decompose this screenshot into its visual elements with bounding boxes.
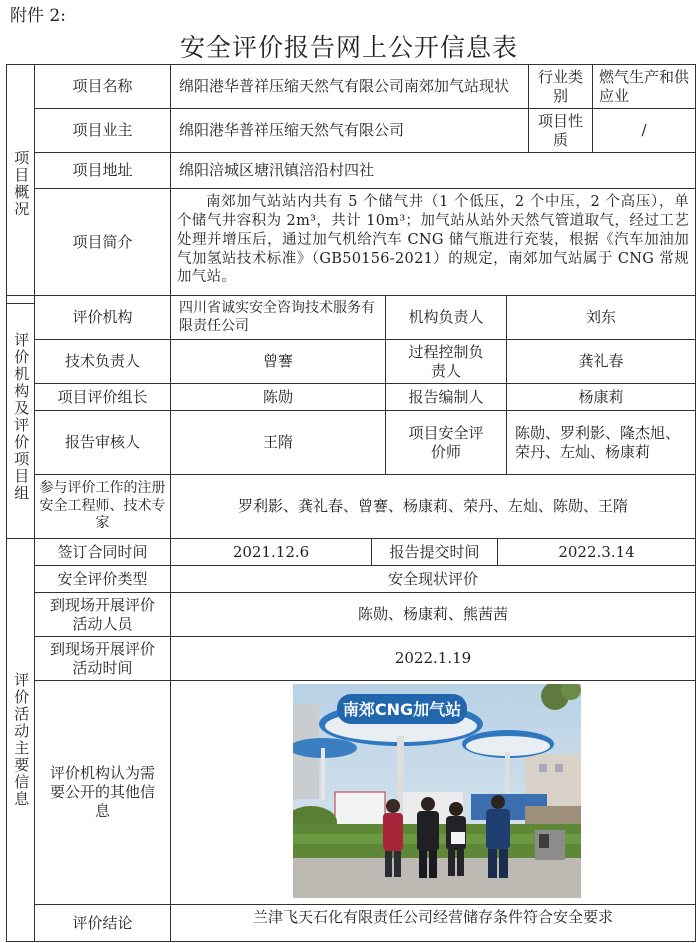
report-writer-value: 杨康莉 bbox=[506, 383, 696, 411]
site-staff-value: 陈勋、杨康莉、熊茜茜 bbox=[170, 592, 696, 637]
project-name-value: 绵阳港华普祥压缩天然气有限公司南郊加气站现状 bbox=[170, 64, 529, 109]
station-sign: 南郊CNG加气站 bbox=[342, 700, 462, 719]
site-staff-label: 到现场开展评价活动人员 bbox=[34, 592, 171, 637]
contract-date-label: 签订合同时间 bbox=[34, 538, 171, 566]
safety-assessor-value: 陈勋、罗利影、隆杰旭、荣丹、左灿、杨康莉 bbox=[506, 410, 696, 475]
org-label: 评价机构 bbox=[34, 295, 171, 340]
team-leader-value: 陈勋 bbox=[170, 383, 386, 411]
industry-label: 行业类别 bbox=[528, 64, 593, 109]
org-head-value: 刘东 bbox=[506, 295, 696, 340]
site-time-label: 到现场开展评价活动时间 bbox=[34, 636, 171, 681]
members-label: 参与评价工作的注册安全工程师、技术专家 bbox=[34, 474, 171, 539]
section-team: 评价机构及评价项目组 bbox=[6, 295, 35, 539]
project-address-value: 绵阳涪城区塘汛镇涪沿村四社 bbox=[170, 152, 696, 189]
project-intro-value: 南郊加气站站内共有 5 个储气井（1 个低压，2 个中压，2 个高压），单个储气井容积为 2m³，共计 10m³；加气站从站外天然气管道取气，经过工艺处理并增压后，通过加气机给汽车 CNG 储气瓶进行充装，根据《汽车加油加气加氢站技术标准》（GB50156-2021）的规定，南郊加气站属于 CNG 常规加气站。 bbox=[170, 188, 696, 296]
project-owner-value: 绵阳港华普祥压缩天然气有限公司 bbox=[170, 108, 529, 153]
site-time-value: 2022.1.19 bbox=[170, 636, 696, 681]
tech-head-label: 技术负责人 bbox=[34, 339, 171, 384]
process-control-value: 龚礼春 bbox=[506, 339, 696, 384]
report-writer-label: 报告编制人 bbox=[385, 383, 507, 411]
section-overview: 项目概况 bbox=[6, 64, 35, 304]
industry-value: 燃气生产和供应业 bbox=[592, 64, 696, 109]
attachment-label: 附件 2: bbox=[10, 6, 66, 26]
process-control-label: 过程控制负责人 bbox=[385, 339, 507, 384]
team-leader-label: 项目评价组长 bbox=[34, 383, 171, 411]
tech-head-value: 曾謇 bbox=[170, 339, 386, 384]
project-address-label: 项目地址 bbox=[34, 152, 171, 189]
site-photo-illustration bbox=[293, 684, 581, 898]
report-reviewer-label: 报告审核人 bbox=[34, 410, 171, 475]
other-info-label: 评价机构认为需要公开的其他信息 bbox=[34, 680, 171, 905]
site-photo bbox=[293, 684, 581, 898]
report-submit-value: 2022.3.14 bbox=[497, 538, 696, 566]
project-nature-label: 项目性质 bbox=[528, 108, 593, 153]
project-owner-label: 项目业主 bbox=[34, 108, 171, 153]
conclusion-label: 评价结论 bbox=[34, 904, 171, 942]
org-head-label: 机构负责人 bbox=[385, 295, 507, 340]
members-value: 罗利影、龚礼春、曾謇、杨康莉、荣丹、左灿、陈勋、王隋 bbox=[170, 474, 696, 539]
page-title: 安全评价报告网上公开信息表 bbox=[179, 33, 518, 62]
assessment-type-value: 安全现状评价 bbox=[170, 565, 696, 593]
assessment-type-label: 安全评价类型 bbox=[34, 565, 171, 593]
project-nature-value: / bbox=[592, 108, 696, 153]
org-value: 四川省诚实安全咨询技术服务有限责任公司 bbox=[170, 295, 386, 340]
section-activity: 评价活动主要信息 bbox=[6, 538, 35, 942]
conclusion-value: 兰津飞天石化有限责任公司经营储存条件符合安全要求 bbox=[170, 904, 696, 942]
contract-date-value: 2021.12.6 bbox=[170, 538, 372, 566]
report-submit-label: 报告提交时间 bbox=[371, 538, 498, 566]
project-name-label: 项目名称 bbox=[34, 64, 171, 109]
project-intro-label: 项目简介 bbox=[34, 188, 171, 296]
report-reviewer-value: 王隋 bbox=[170, 410, 386, 475]
safety-assessor-label: 项目安全评价师 bbox=[385, 410, 507, 475]
